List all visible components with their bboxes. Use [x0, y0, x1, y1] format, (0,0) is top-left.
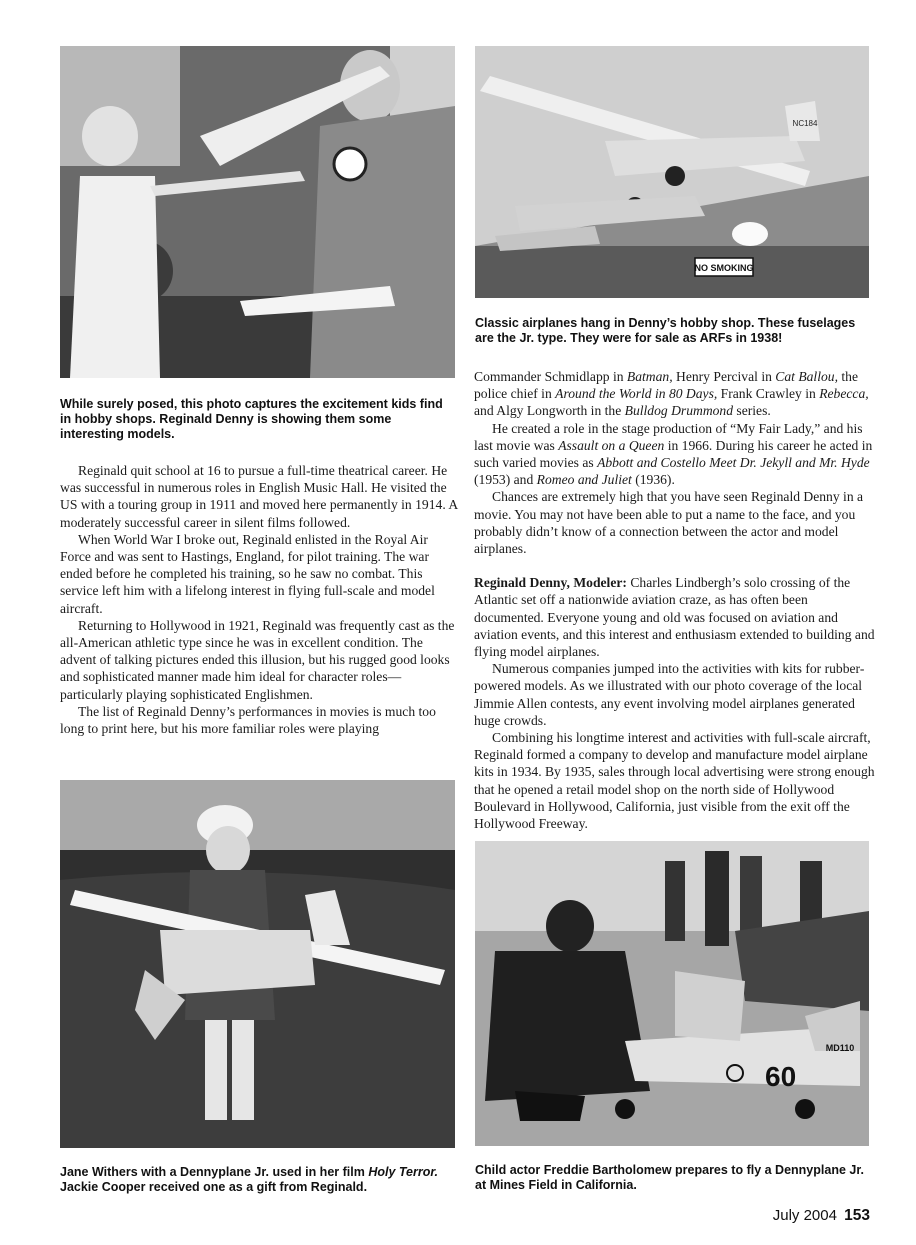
right-paragraph-1: Commander Schmidlapp in Batman, Henry Percival in Cat Ballou, the police chief in Around the World in 80 Days, Frank Crawley in Rebecca, and Algy Longworth in the Bulldog Drummond series. — [474, 369, 869, 419]
right-paragraph-2: He created a role in the stage production of “My Fair Lady,” and his last movie was Assault on a Queen in 1966. During his career he acted in such varied movies as Abbott and Costello Meet Dr. Jekyll and Mr. Hyde (1953) and Romeo and Juliet (1936). — [474, 420, 873, 488]
right-paragraph-4: Reginald Denny, Modeler: Charles Lindbergh’s solo crossing of the Atlantic set off a nationwide aviation craze, as has often been documented. Everyone young and old was focused on aviation and aviation events, and this interest and enthusiasm extended to building and flying model airplanes. — [474, 575, 875, 660]
left-paragraph-3: Returning to Hollywood in 1921, Reginald was frequently cast as the all-American athletic type since he was in excellent condition. The advent of talking pictures ended this illusion, but his rugged good looks and sophisticated manner made him ideal for character roles—particularly playing sophisticated Englishmen. — [60, 617, 455, 702]
photo-ceiling-planes — [475, 46, 869, 298]
issue-date: July 2004 — [772, 1207, 837, 1224]
photo-ceiling-planes-art — [475, 46, 869, 298]
left-paragraph-2: When World War I broke out, Reginald enlisted in the Royal Air Force and was sent to Hastings, England, for pilot training. The war ended before he completed his training, so he saw no combat. This service left him with a lifelong interest in flying full-scale and model aircraft. — [60, 531, 435, 616]
left-paragraph-4: The list of Reginald Denny’s performances in movies is much too long to print here, but his more familiar roles were playing — [60, 703, 436, 737]
caption-jane-withers: Jane Withers with a Dennyplane Jr. used in her film Holy Terror. Jackie Cooper received one as a gift from Reginald. — [60, 1165, 439, 1194]
tail-marking: NC184 — [792, 119, 818, 128]
photo-jane-withers — [60, 780, 455, 1148]
right-column-text — [474, 368, 876, 832]
caption-ceiling-planes: Classic airplanes hang in Denny’s hobby shop. These fuselages are the Jr. type. They were for sale as ARFs in 1938! — [475, 316, 856, 345]
caption-kids-hobby-shop: While surely posed, this photo captures the excitement kids find in hobby shops. Reginald Denny is showing them some interesting models. — [60, 397, 443, 441]
right-paragraph-3: Chances are extremely high that you have seen Reginald Denny in a movie. You may not have been able to put a name to the face, and you probably didn’t know of a connection between the actor and model airplanes. — [474, 489, 864, 557]
photo-kids-hobby-shop-art — [60, 46, 455, 378]
plane-registration: MD110 — [825, 1043, 855, 1053]
right-paragraph-6: Combining his longtime interest and activities with full-scale aircraft, Reginald formed a company to develop and manufacture model airplane kits in 1934. By 1935, sales through local advertising were strong enough that he opened a retail model shop on the north side of Hollywood Boulevard in Hollywood, California, just visible from the exit off the Hollywood Freeway. — [474, 730, 875, 832]
film-title-holy-terror: Holy Terror. — [368, 1165, 439, 1179]
left-column-text — [60, 462, 460, 737]
page-number: 153 — [844, 1207, 870, 1224]
page-folio — [773, 1207, 870, 1225]
right-paragraph-5: Numerous companies jumped into the activities with kits for rubber-powered models. As we illustrated with our photo coverage of the local Jimmie Allen contests, any event involving model airplanes generated huge crowds. — [474, 661, 865, 728]
no-smoking-sign: NO SMOKING — [694, 263, 754, 273]
caption-freddie-bartholomew: Child actor Freddie Bartholomew prepares to fly a Dennyplane Jr. at Mines Field in California. — [475, 1163, 864, 1192]
photo-kids-hobby-shop — [60, 46, 455, 378]
photo-freddie-bartholomew — [475, 841, 869, 1146]
photo-jane-withers-art — [60, 780, 455, 1148]
left-paragraph-1: Reginald quit school at 16 to pursue a full-time theatrical career. He was successful in numerous roles in English Music Hall. He visited the US with a touring group in 1911 and moved here permanently in 1914. A moderately successful career in silent films followed. — [60, 463, 458, 530]
photo-freddie-bartholomew-art — [475, 841, 869, 1146]
plane-number-60: 60 — [765, 1061, 797, 1092]
section-heading-modeler: Reginald Denny, Modeler: — [474, 575, 627, 591]
